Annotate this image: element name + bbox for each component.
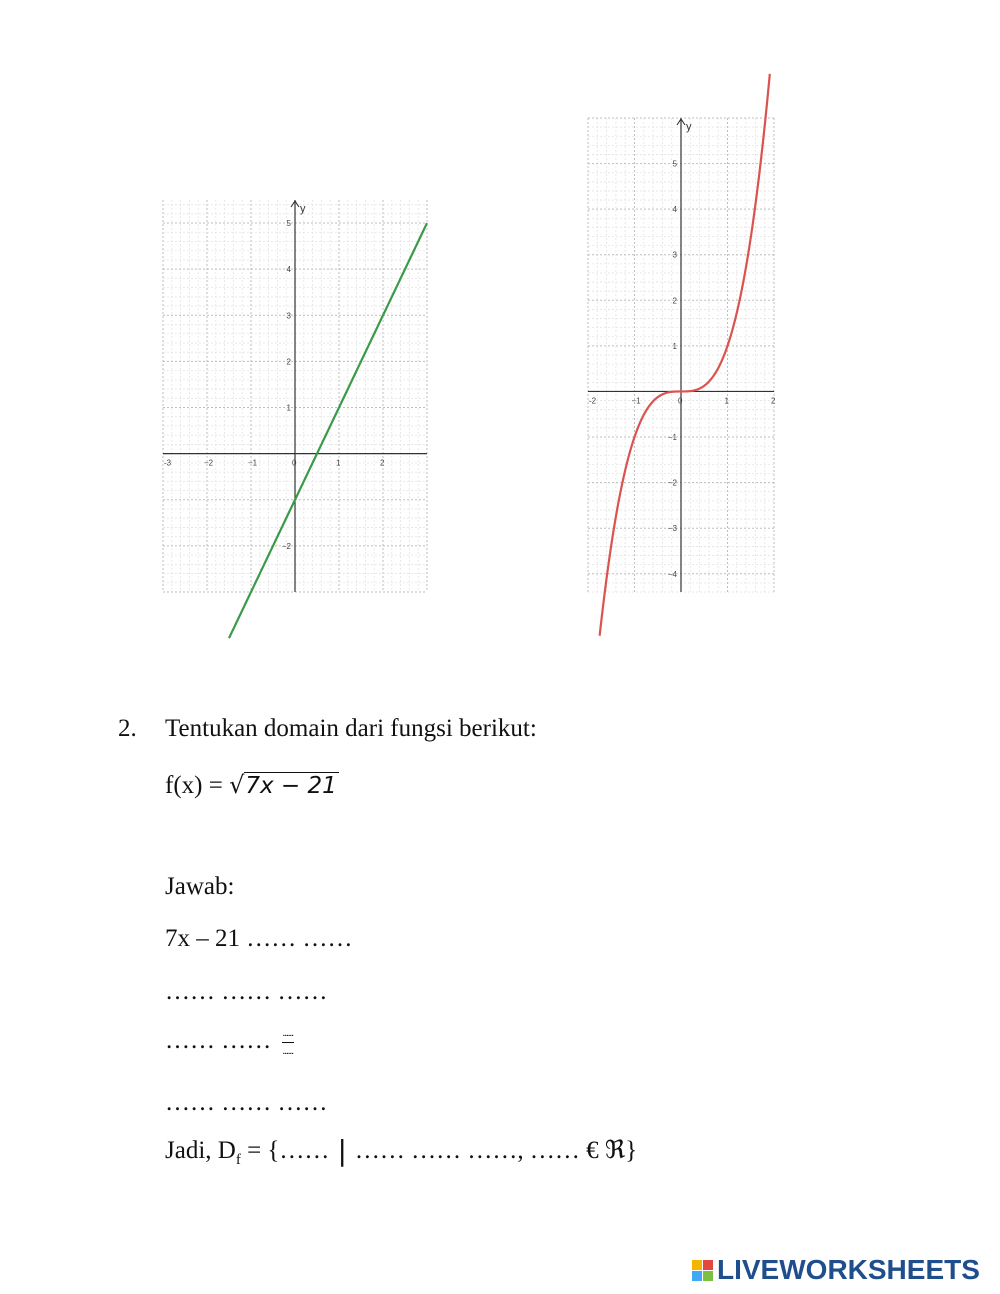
y-tick-label: 4 — [286, 265, 291, 275]
y-tick-label: −1 — [667, 433, 677, 443]
y-tick-label: −4 — [667, 569, 677, 579]
y-tick-label: 1 — [672, 341, 677, 351]
linear-graph-svg — [163, 200, 427, 592]
x-tick-label: 2 — [380, 458, 385, 468]
cubic-graph — [588, 118, 774, 592]
x-tick-label: −2 — [204, 458, 214, 468]
cubic-graph-svg — [588, 118, 774, 592]
x-tick-label: −1 — [248, 458, 258, 468]
answer-label: Jawab: — [165, 873, 235, 900]
x-tick-label: 0 — [678, 396, 683, 406]
y-axis-label: y — [686, 121, 692, 133]
logo-square — [703, 1271, 713, 1281]
answer-step-4: …… …… …… — [165, 1089, 328, 1116]
conclusion — [165, 1134, 637, 1177]
x-tick-label: −1 — [631, 396, 641, 406]
question-prompt: Tentukan domain dari fungsi berikut: — [165, 715, 537, 742]
y-tick-label: 4 — [672, 205, 677, 215]
logo-icon — [692, 1260, 713, 1281]
y-tick-label: 1 — [286, 403, 291, 413]
x-tick-label: 0 — [292, 458, 297, 468]
fraction-blank — [282, 1027, 295, 1058]
x-tick-label: 1 — [724, 396, 729, 406]
y-tick-label: 5 — [672, 159, 677, 169]
y-tick-label: 2 — [672, 296, 677, 306]
answer-step-3 — [165, 1024, 294, 1058]
fraction-denominator: ...... — [282, 1044, 293, 1057]
set-builder-bar: | — [337, 1134, 347, 1167]
y-tick-label: 2 — [286, 357, 291, 367]
question-number: 2. — [118, 715, 137, 742]
radicand: 7x − 21 — [245, 773, 337, 799]
answer-step-1: 7x – 21 …… …… — [165, 925, 353, 952]
y-tick-label: −2 — [281, 541, 291, 551]
y-tick-label: 3 — [672, 250, 677, 260]
x-tick-label: 1 — [336, 458, 341, 468]
x-tick-label: 2 — [771, 396, 776, 406]
y-tick-label: 3 — [286, 311, 291, 321]
conclusion-rest: …… …… ……, …… € ℜ} — [354, 1137, 638, 1164]
function-lhs: f(x) = — [165, 772, 230, 799]
y-tick-label: 5 — [286, 219, 291, 229]
function-curve — [229, 223, 427, 638]
y-tick-label: −2 — [667, 478, 677, 488]
fraction-numerator: ...... — [282, 1027, 295, 1043]
conclusion-subscript: f — [235, 1152, 241, 1168]
logo-text: LIVEWORKSHEETS — [717, 1254, 980, 1285]
y-tick-label: −3 — [667, 524, 677, 534]
logo-square — [703, 1260, 713, 1270]
sqrt-icon: √ — [229, 771, 245, 799]
y-axis-label: y — [300, 203, 306, 215]
x-tick-label: -2 — [589, 396, 597, 406]
function-definition — [165, 768, 339, 803]
square-root — [229, 768, 339, 803]
liveworksheets-logo — [692, 1255, 980, 1285]
logo-square — [692, 1271, 702, 1281]
logo-square — [692, 1260, 702, 1270]
answer-step-2: …… …… …… — [165, 978, 328, 1005]
linear-graph — [163, 200, 427, 592]
x-tick-label: -3 — [164, 458, 172, 468]
conclusion-prefix: Jadi, D — [165, 1137, 236, 1164]
conclusion-open: = {…… — [240, 1137, 330, 1164]
answer-step-3-text: …… …… — [165, 1027, 278, 1054]
